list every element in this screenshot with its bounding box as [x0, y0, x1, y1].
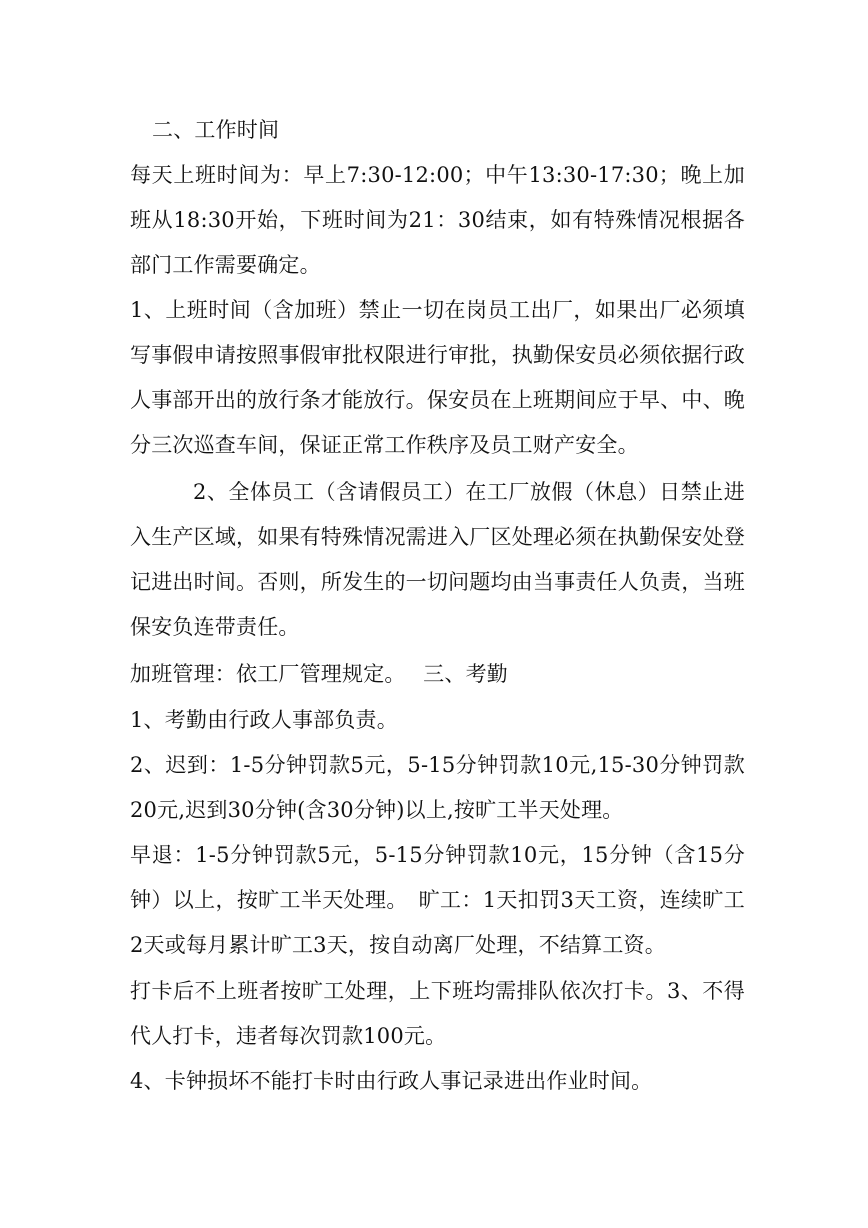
- paragraph-rule-2-holiday-access: 2、全体员工（含请假员工）在工厂放假（休息）日禁止进入生产区域，如果有特殊情况需进入厂区处理必须在执勤保安处登记进出时间。否则，所发生的一切问题均由当事责任人负责，当班保安负连带责任。: [130, 480, 745, 639]
- paragraph-clock-in-rules: 打卡后不上班者按旷工处理，上下班均需排队依次打卡。3、不得代人打卡，违者每次罚款100元。: [130, 979, 745, 1048]
- section-heading-work-hours: 二、工作时间: [152, 118, 280, 142]
- paragraph-early-leave-absence: 早退：1-5分钟罚款5元，5-15分钟罚款10元，15分钟（含15分钟）以上，按旷工半天处理。 旷工：1天扣罚3天工资，连续旷工2天或每月累计旷工3天，按自动离厂处理，不结算工资。: [130, 843, 745, 957]
- paragraph-overtime-attendance-heading: 加班管理：依工厂管理规定。 三、考勤: [130, 662, 508, 686]
- paragraph-daily-schedule: 每天上班时间为：早上7:30-12:00；中午13:30-17:30；晚上加班从18:30开始，下班时间为21：30结束，如有特殊情况根据各部门工作需要确定。: [130, 163, 745, 277]
- paragraph-attendance-rule-1: 1、考勤由行政人事部负责。: [130, 708, 398, 732]
- paragraph-rule-1-leaving: 1、上班时间（含加班）禁止一切在岗员工出厂，如果出厂必须填写事假申请按照事假审批权限进行审批，执勤保安员必须依据行政人事部开出的放行条才能放行。保安员在上班期间应于早、中、晚分三次巡查车间，保证正常工作秩序及员工财产安全。: [130, 298, 745, 457]
- paragraph-clock-failure: 4、卡钟损坏不能打卡时由行政人事记录进出作业时间。: [130, 1069, 653, 1093]
- paragraph-lateness-penalty: 2、迟到：1-5分钟罚款5元，5-15分钟罚款10元,15-30分钟罚款20元,迟到30分钟(含30分钟)以上,按旷工半天处理。: [130, 753, 745, 822]
